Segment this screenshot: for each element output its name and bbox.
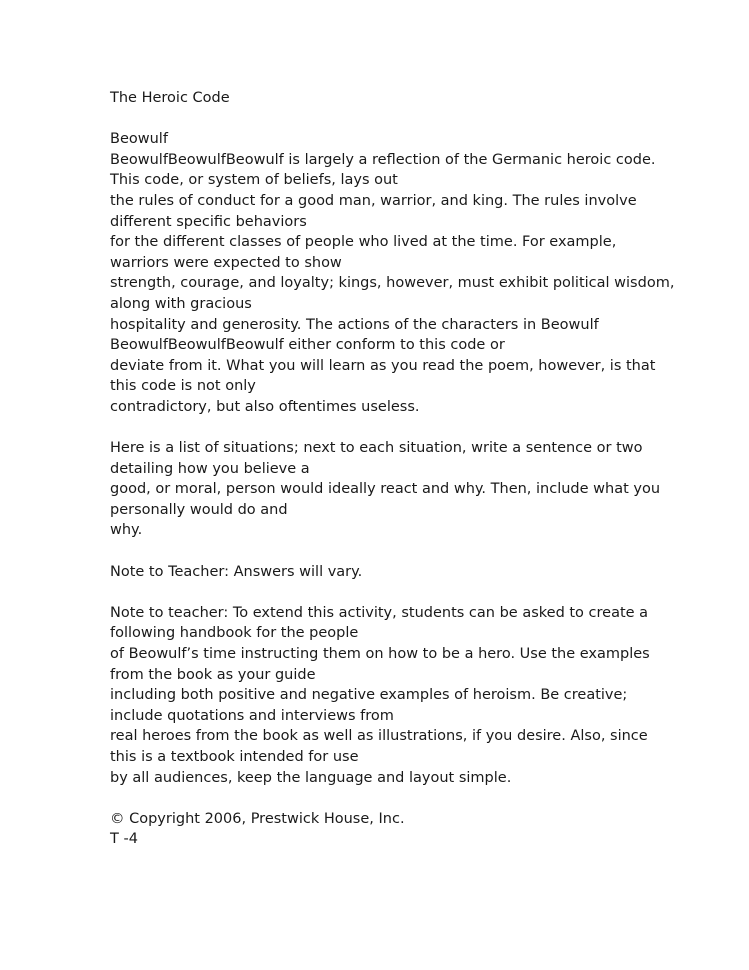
page-number: T -4 — [110, 831, 138, 848]
note-line: following handbook for the people — [110, 625, 359, 642]
note-line: this is a textbook intended for use — [110, 749, 359, 765]
teacher-note-extend — [110, 603, 710, 788]
intro-line: contradictory, but also oftentimes useless. — [110, 398, 420, 415]
note-line: real heroes from the book as well as illustrations, if you desire. Also, since — [110, 728, 648, 745]
intro-line: the rules of conduct for a good man, warrior, and king. The rules involve — [110, 192, 637, 209]
intro-line: BeowulfBeowulfBeowulf either conform to this code or — [110, 337, 505, 354]
spacer — [110, 541, 710, 562]
intro-line: for the different classes of people who lived at the time. For example, — [110, 234, 617, 251]
intro-paragraph — [110, 129, 710, 417]
instructions-line: Here is a list of situations; next to each situation, write a sentence or two — [110, 440, 643, 457]
spacer — [110, 418, 710, 439]
note-line: including both positive and negative examples of heroism. Be creative; — [110, 687, 628, 704]
instructions-line: detailing how you believe a — [110, 460, 310, 477]
note-line: include quotations and interviews from — [110, 707, 394, 724]
intro-line: warriors were expected to show — [110, 254, 342, 271]
intro-line: along with gracious — [110, 295, 252, 312]
document-page — [110, 88, 710, 850]
intro-line: This code, or system of beliefs, lays out — [110, 172, 398, 189]
instructions-line: good, or moral, person would ideally react and why. Then, include what you — [110, 481, 661, 498]
instructions-line: why. — [110, 522, 143, 539]
copyright-text: © Copyright 2006, Prestwick House, Inc. — [110, 810, 405, 827]
document-title: The Heroic Code — [110, 90, 230, 106]
teacher-note-answers: Note to Teacher: Answers will vary. — [110, 563, 363, 580]
spacer — [110, 788, 710, 809]
intro-line: this code is not only — [110, 378, 256, 395]
intro-line: hospitality and generosity. The actions of the characters in Beowulf — [110, 316, 599, 333]
intro-line: strength, courage, and loyalty; kings, however, must exhibit political wisdom, — [110, 275, 675, 292]
note-line: Note to teacher: To extend this activity, students can be asked to create a — [110, 604, 649, 621]
spacer — [110, 582, 710, 603]
note-line: of Beowulf’s time instructing them on how to be a hero. Use the examples — [110, 646, 650, 663]
intro-heading: Beowulf — [110, 131, 168, 148]
note-line: by all audiences, keep the language and layout simple. — [110, 769, 512, 786]
instructions-paragraph — [110, 438, 710, 541]
instructions-line: personally would do and — [110, 501, 288, 518]
intro-line: BeowulfBeowulfBeowulf is largely a reflection of the Germanic heroic code. — [110, 151, 656, 168]
intro-line: different specific behaviors — [110, 213, 307, 230]
intro-line: deviate from it. What you will learn as you read the poem, however, is that — [110, 357, 656, 374]
note-line: from the book as your guide — [110, 666, 316, 683]
spacer — [110, 109, 710, 130]
